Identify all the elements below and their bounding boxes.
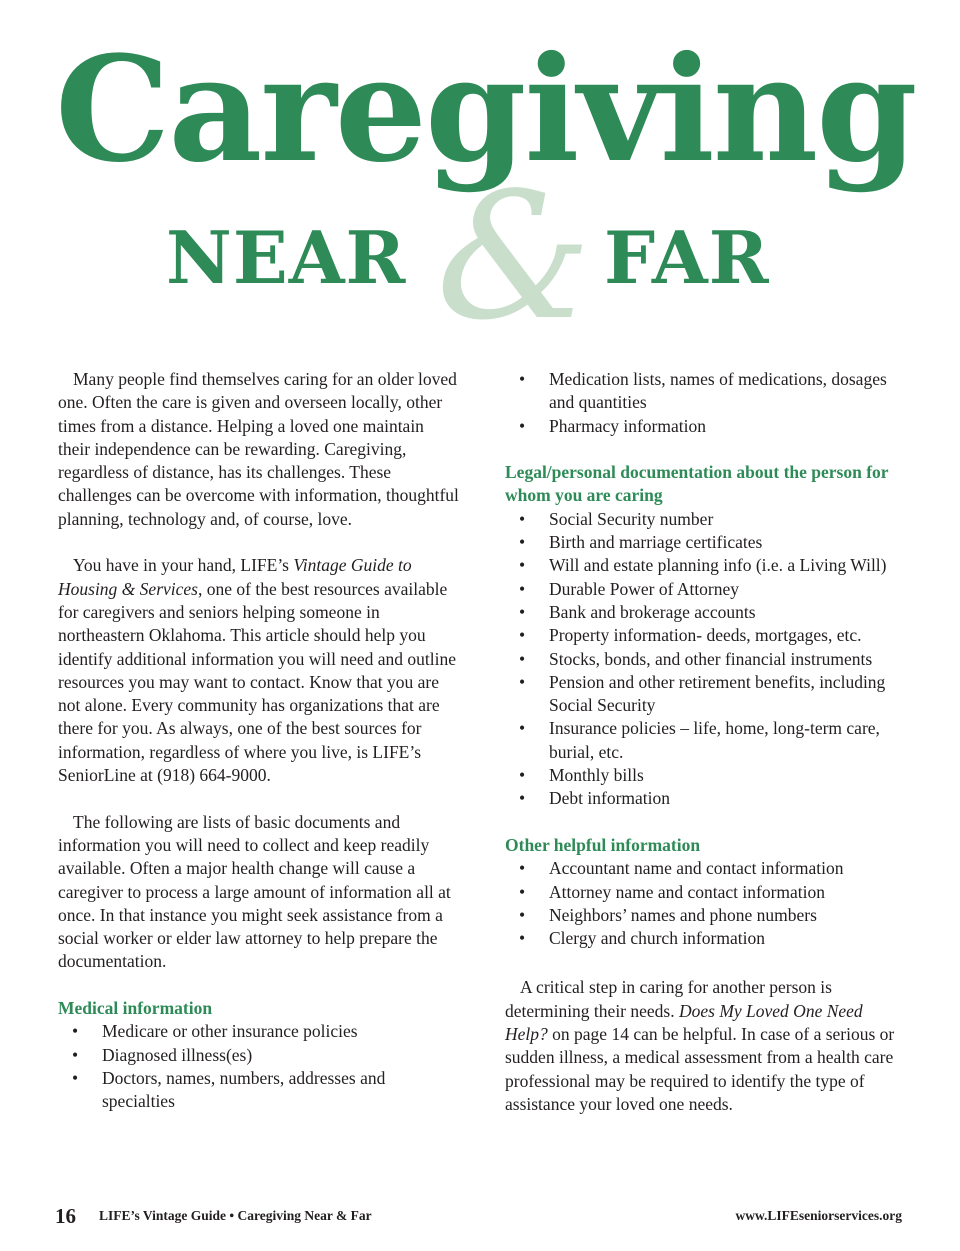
list-item: • Medication lists, names of medications, dosages and quantities <box>505 368 905 415</box>
intro-paragraph-2 <box>58 554 460 787</box>
closing-text-a: A critical step in caring for another person is determining their needs. <box>505 977 832 1021</box>
closing-paragraph <box>505 976 905 1116</box>
medical-list <box>58 1020 460 1113</box>
page-title: Caregiving <box>55 25 916 195</box>
title-far: FAR <box>604 215 770 300</box>
closing-text-b: on page 14 can be helpful. In case of a serious or sudden illness, a medical assessment from a health care professional may be required to identify the type of assistance your loved one needs. <box>505 1024 895 1114</box>
medical-heading: Medical information <box>58 998 213 1019</box>
list-item: • Doctors, names, numbers, addresses and specialties <box>58 1067 460 1114</box>
list-item: • Will and estate planning info (i.e. a Living Will) <box>505 554 905 577</box>
list-item: • Bank and brokerage accounts <box>505 601 905 624</box>
list-item: • Diagnosed illness(es) <box>58 1044 460 1067</box>
list-item: • Debt information <box>505 787 905 810</box>
intro-p2-text-b: , one of the best resources available for caregivers and seniors helping someone in northeastern Oklahoma. This article should help you identify additional information you will need and outline resources you may want to contact. Know that you are not alone. Every community has organizations that are there for you. As always, one of the best sources for information, regardless of where you live, is LIFE’s SeniorLine at (918) 664-9000. <box>58 578 457 786</box>
page-footer <box>0 1204 960 1228</box>
article-reference: Does My Loved One Need Help? <box>505 1000 863 1045</box>
title-near: NEAR <box>166 215 407 300</box>
list-item: • Property information- deeds, mortgages, etc. <box>505 624 905 647</box>
footer-title: LIFE’s Vintage Guide • Caregiving Near & Far <box>99 1208 372 1223</box>
list-item: • Accountant name and contact information <box>505 857 905 880</box>
list-item: • Insurance policies – life, home, long-term care, burial, etc. <box>505 717 905 764</box>
page-number: 16 <box>55 1204 76 1228</box>
list-item: • Durable Power of Attorney <box>505 578 905 601</box>
legal-heading: Legal/personal documentation about the person for whom you are caring <box>505 462 889 506</box>
other-heading: Other helpful information <box>505 834 701 855</box>
legal-list <box>505 508 905 811</box>
intro-paragraph-1: Many people find themselves caring for an older loved one. Often the care is given and overseen locally, other times from a distance. Helping a loved one maintain their independence can be rewarding. Caregiving, regardless of distance, has its challenges. These challenges can be overcome with information, thoughtful planning, technology and, of course, love. <box>58 369 459 529</box>
intro-paragraph-3: The following are lists of basic documents and information you will need to collect and keep readily available. Often a major health change will cause a caregiver to process a large amount of information all at once. In that instance you might seek assistance from a social worker or elder law attorney to help prepare the documentation. <box>58 811 451 972</box>
list-item: • Social Security number <box>505 508 905 531</box>
list-item: • Clergy and church information <box>505 927 905 950</box>
list-item: • Pharmacy information <box>505 415 905 438</box>
ampersand-ornament: & <box>436 156 592 359</box>
left-column <box>58 368 460 1114</box>
right-column <box>505 368 905 1140</box>
guide-title: Vintage Guide to Housing & Services <box>58 555 412 599</box>
footer-url: www.LIFEseniorservices.org <box>735 1208 902 1223</box>
other-list <box>505 857 905 950</box>
list-item: • Attorney name and contact information <box>505 881 905 904</box>
list-item: • Neighbors’ names and phone numbers <box>505 904 905 927</box>
medical-list-continued <box>505 368 905 438</box>
list-item: • Stocks, bonds, and other financial instruments <box>505 648 905 671</box>
intro-p2-text-a: You have in your hand, LIFE’s <box>73 555 294 576</box>
list-item: • Medicare or other insurance policies <box>58 1020 460 1043</box>
list-item: • Pension and other retirement benefits, including Social Security <box>505 671 905 718</box>
list-item: • Monthly bills <box>505 764 905 787</box>
list-item: • Birth and marriage certificates <box>505 531 905 554</box>
